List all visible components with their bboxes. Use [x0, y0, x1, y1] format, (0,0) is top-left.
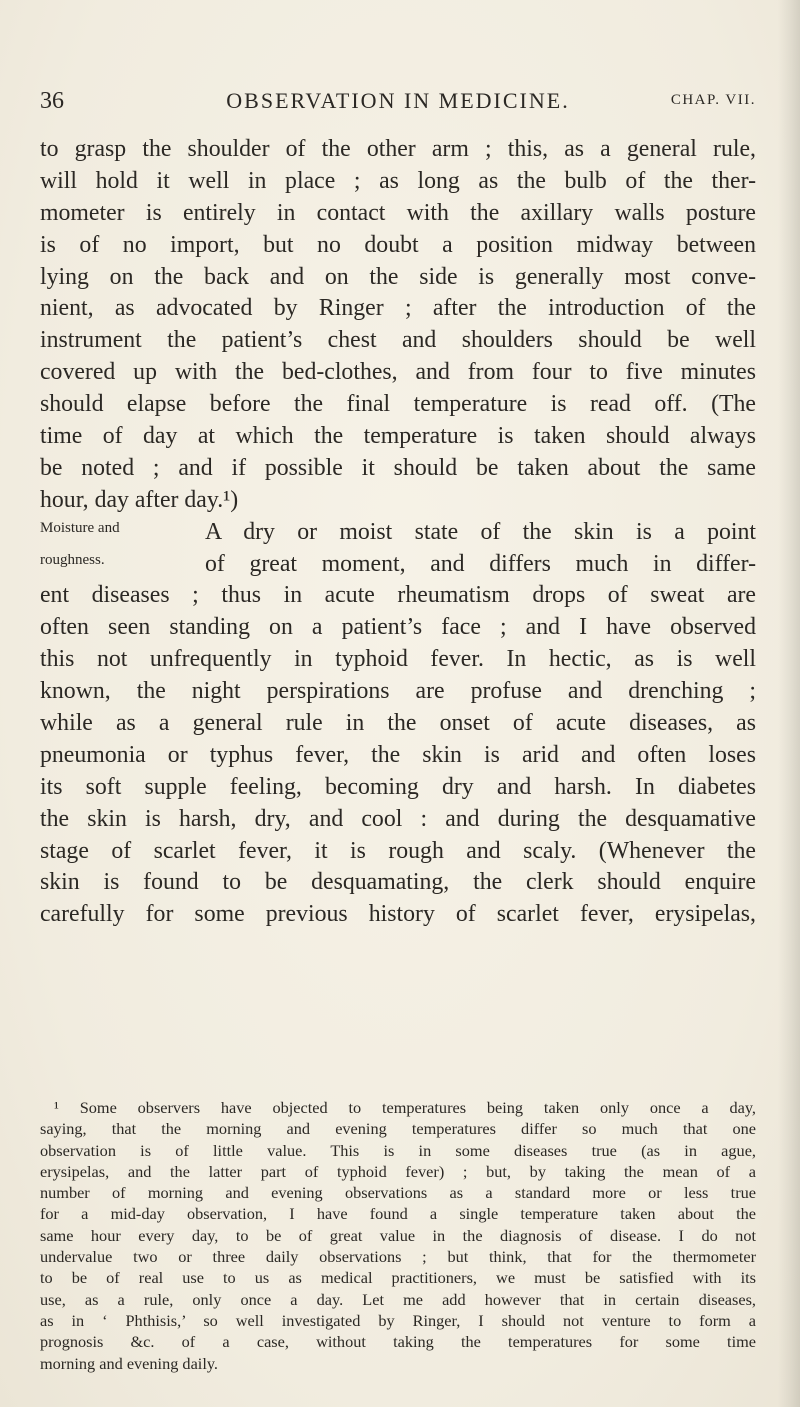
- text-line: be noted ; and if possible it should be taken about the same: [40, 454, 756, 481]
- page-header: [40, 88, 756, 118]
- text-line: of great moment, and differs much in differ-: [205, 550, 756, 577]
- footnote-line: undervalue two or three daily observations ; but think, that for the thermometer: [40, 1247, 756, 1267]
- text-line: while as a general rule in the onset of acute diseases, as: [40, 710, 756, 737]
- footnote-line: use, as a rule, only once a day. Let me add however that in certain diseases,: [40, 1289, 756, 1309]
- footnote-line: ¹ Some observers have objected to temperatures being taken only once a day,: [54, 1098, 756, 1117]
- margin-note-line-1: Moisture and: [40, 520, 120, 536]
- footnote-line: to be of real use to us as medical practitioners, we must be satisfied with its: [40, 1268, 756, 1288]
- footnote-line: same hour every day, to be of great value in the diagnosis of disease. I do not: [40, 1225, 756, 1245]
- text-line: skin is found to be desquamating, the clerk should enquire: [40, 869, 756, 896]
- running-title: OBSERVATION IN MEDICINE.: [226, 88, 570, 113]
- footnote-line: as in ‘ Phthisis,’ so well investigated by Ringer, I should not venture to form a: [40, 1310, 756, 1330]
- text-line: known, the night perspirations are profuse and drenching ;: [40, 678, 756, 705]
- main-text: [40, 134, 756, 931]
- text-line: time of day at which the temperature is taken should always: [40, 423, 756, 450]
- footnote-line: erysipelas, and the latter part of typhoid fever) ; but, by taking the mean of a: [40, 1161, 756, 1181]
- text-line: its soft supple feeling, becoming dry and harsh. In diabetes: [40, 773, 756, 800]
- text-line: often seen standing on a patient’s face ; and I have observed: [40, 614, 756, 641]
- text-line: should elapse before the final temperature is read off. (The: [40, 391, 756, 418]
- margin-note-line-2: roughness.: [40, 552, 105, 568]
- text-line: instrument the patient’s chest and shoulders should be well: [40, 327, 756, 354]
- text-line: the skin is harsh, dry, and cool : and during the desquamative: [40, 805, 756, 832]
- text-line: pneumonia or typhus fever, the skin is arid and often loses: [40, 741, 756, 768]
- text-line: will hold it well in place ; as long as the bulb of the ther-: [40, 167, 756, 194]
- text-line: to grasp the shoulder of the other arm ; this, as a general rule,: [40, 136, 756, 162]
- footnote-line: for a mid-day observation, I have found a single temperature taken about the: [40, 1204, 756, 1224]
- text-line: carefully for some previous history of scarlet fever, erysipelas,: [40, 901, 756, 928]
- chapter-label: CHAP. VII.: [670, 92, 756, 108]
- footnote-line: saying, that the morning and evening temperatures differ so much that one: [40, 1119, 756, 1139]
- page-number: 36: [40, 88, 64, 114]
- text-line: is of no import, but no doubt a position midway between: [40, 231, 756, 258]
- text-line: this not unfrequently in typhoid fever. In hectic, as is well: [40, 646, 756, 673]
- text-line: stage of scarlet fever, it is rough and scaly. (Whenever the: [40, 837, 756, 864]
- footnote-line: morning and evening daily.: [40, 1353, 218, 1373]
- footnote-line: number of morning and evening observations as a standard more or less true: [40, 1183, 756, 1203]
- text-line: nient, as advocated by Ringer ; after the introduction of the: [40, 295, 756, 322]
- text-line: lying on the back and on the side is generally most conve-: [40, 263, 756, 290]
- footnote: [40, 1097, 756, 1374]
- page-edge-shadow: [778, 0, 800, 1407]
- footnote-line: prognosis &c. of a case, without taking the temperatures for some time: [40, 1332, 756, 1352]
- text-line: mometer is entirely in contact with the axillary walls posture: [40, 199, 756, 226]
- text-line: covered up with the bed-clothes, and from four to five minutes: [40, 359, 756, 386]
- text-line: ent diseases ; thus in acute rheumatism drops of sweat are: [40, 582, 756, 609]
- text-line: A dry or moist state of the skin is a point: [205, 518, 756, 545]
- footnote-line: observation is of little value. This is in some diseases true (as in ague,: [40, 1140, 756, 1160]
- text-line: hour, day after day.¹): [40, 486, 239, 513]
